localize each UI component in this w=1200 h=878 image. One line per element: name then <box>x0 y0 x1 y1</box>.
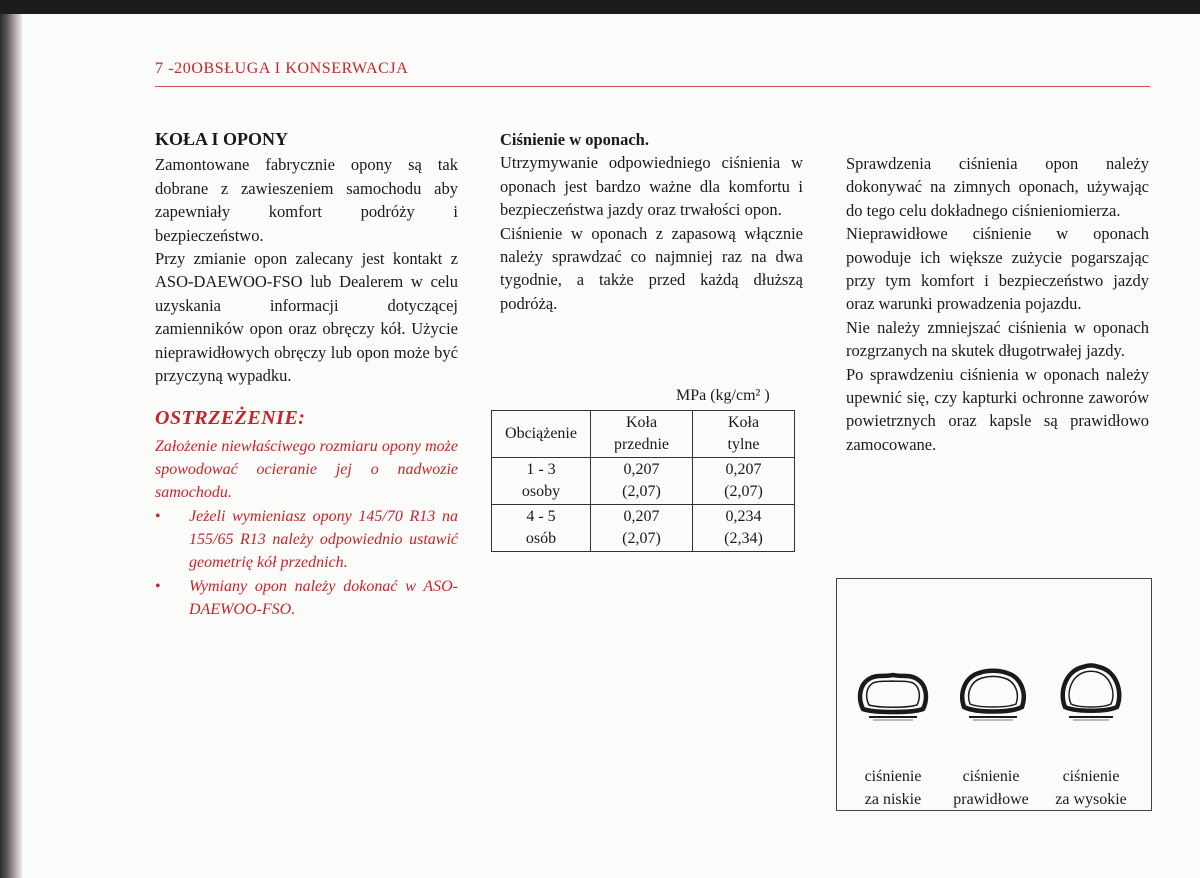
right-column <box>846 152 1149 456</box>
normal-tyre-icon <box>955 661 1031 731</box>
tyre-pressure-figure <box>836 578 1152 811</box>
load-unit: osób <box>525 530 557 547</box>
section-title: OBSŁUGA I KONSERWACJA <box>191 60 409 77</box>
rear-mpa: 0,207 <box>725 461 762 478</box>
page-header <box>155 60 1150 78</box>
caption-low-pressure <box>843 765 943 811</box>
wrong-pressure-paragraph: Nieprawidłowe ciśnienie w oponach powoduje ich większe zużycie pogarszając przy tym komfort i bezpieczeństwo jazdy oraz warunki prowadzenia pojazdu. <box>846 224 1149 314</box>
front-mpa: 0,207 <box>623 461 660 478</box>
cold-check-paragraph: Sprawdzenia ciśnienia opon należy dokonywać na zimnych oponach, używając do tego celu dokładnego ciśnieniomierza. <box>846 154 1149 220</box>
cell-load <box>492 505 591 552</box>
front-mpa: 0,207 <box>623 508 660 525</box>
intro-paragraph: Zamontowane fabrycznie opony są tak dobrane z zawieszeniem samochodu aby zapewniały komfort podróży i bezpieczeństwo. <box>155 155 458 245</box>
table-row <box>492 505 795 552</box>
valve-caps-paragraph: Po sprawdzeniu ciśnienia w oponach należy upewnić się, czy kapturki ochronne zaworów powietrznych oraz kapsle są prawidłowo zamocowane. <box>846 364 1149 454</box>
page-number: 7 -20 <box>155 60 192 77</box>
warning-title: OSTRZEŻENIE: <box>155 407 306 430</box>
table-header-row <box>492 411 795 458</box>
header-front <box>591 411 693 458</box>
cell-rear <box>693 505 795 552</box>
underinflated-tyre-icon <box>855 661 931 731</box>
subsection-heading: Ciśnienie w oponach. <box>500 130 649 149</box>
rear-kgcm2: (2,07) <box>724 483 763 500</box>
header-load: Obciążenie <box>492 411 591 458</box>
cell-rear <box>693 458 795 505</box>
pressure-paragraph: Utrzymywanie odpowiedniego ciśnienia w oponach jest bardzo ważne dla komfortu i bezpieczeństwa jazdy oraz trwałości opon. <box>500 153 803 220</box>
front-kgcm2: (2,07) <box>622 483 661 500</box>
advice-paragraph: Przy zmianie opon zalecany jest kontakt z ASO-DAEWOO-FSO lub Dealerem w celu uzyskania informacji dotyczącej zamienników opon oraz obręczy kół. Użycie nieprawidłowych obręczy lub opon może być przyczyną wypadku. <box>155 249 458 386</box>
header-rear <box>693 411 795 458</box>
caption-line2: za wysokie <box>1055 791 1127 808</box>
front-kgcm2: (2,07) <box>622 530 661 547</box>
load-unit: osoby <box>521 483 561 500</box>
cell-front <box>591 505 693 552</box>
cell-front <box>591 458 693 505</box>
header-rear-line1: Koła <box>727 414 760 431</box>
cell-load <box>492 458 591 505</box>
load-range: 4 - 5 <box>526 508 556 525</box>
caption-high-pressure <box>1041 765 1141 811</box>
caption-line1: ciśnienie <box>962 768 1020 785</box>
warning-box <box>155 435 458 621</box>
header-rear-line2: tylne <box>727 436 760 453</box>
header-front-line1: Koła <box>625 414 658 431</box>
overinflated-tyre-icon <box>1053 661 1129 731</box>
load-range: 1 - 3 <box>526 461 556 478</box>
caption-line2: za niskie <box>864 791 922 808</box>
book-spine <box>0 14 22 878</box>
section-heading: KOŁA I OPONY <box>155 129 289 149</box>
pressure-table <box>491 410 795 552</box>
left-column <box>155 128 458 621</box>
check-frequency-paragraph: Ciśnienie w oponach z zapasową włącznie należy sprawdzać co najmniej raz na dwa tygodnie, a także przed każdą dłuższą podróżą. <box>500 223 803 313</box>
header-front-line2: przednie <box>613 436 670 453</box>
unit-label: MPa (kg/cm² ) <box>676 387 770 404</box>
warning-bullet: • Wymiany opon należy dokonać w ASO-DAEWOO-FSO. <box>155 575 458 622</box>
middle-column <box>500 128 803 315</box>
warning-text: Założenie niewłaściwego rozmiaru opony może spowodować ocieranie jej o nadwozie samochodu. <box>155 437 458 502</box>
caption-line1: ciśnienie <box>864 768 922 785</box>
rear-mpa: 0,234 <box>725 508 762 525</box>
table-row <box>492 458 795 505</box>
header-divider <box>155 86 1150 87</box>
caption-correct-pressure <box>941 765 1041 811</box>
warning-bullet: • Jeżeli wymieniasz opony 145/70 R13 na 155/65 R13 należy odpowiednio ustawić geometrię kół przednich. <box>155 505 458 575</box>
caption-line1: ciśnienie <box>1062 768 1120 785</box>
hot-tyres-paragraph: Nie należy zmniejszać ciśnienia w oponach rozgrzanych na skutek długotrwałej jazdy. <box>846 317 1149 361</box>
caption-line2: prawidłowe <box>953 791 1029 808</box>
rear-kgcm2: (2,34) <box>724 530 763 547</box>
